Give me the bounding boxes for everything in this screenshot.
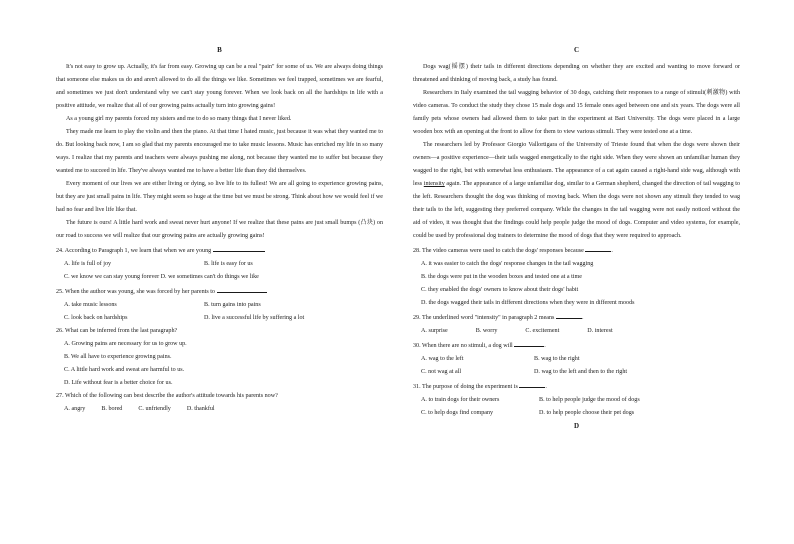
option: A. take music lessons	[64, 302, 117, 308]
option: D. the dogs wagged their tails in different directions when they were in different moods	[421, 300, 635, 306]
answer-blank	[519, 379, 545, 388]
section-d-title: D	[573, 422, 580, 430]
answer-blank	[217, 284, 267, 293]
option: C. excitement	[525, 328, 560, 334]
option: A. it was easier to catch the dogs' response changes in the tail wagging	[421, 261, 594, 267]
question-29-options	[421, 325, 740, 338]
section-c	[413, 44, 740, 435]
option: B. to help people judge the mood of dogs	[539, 397, 640, 403]
question-29: 29. The underlined word "intensity" in paragraph 2 means .	[413, 310, 740, 325]
option: B. turn gains into pains	[204, 302, 261, 308]
underlined-word-intensity: intensity	[423, 181, 445, 187]
section-c-title: C	[573, 46, 580, 54]
option: A. Growing pains are necessary for us to grow up.	[64, 341, 187, 347]
option: A. to train dogs for their owners	[421, 397, 500, 403]
section-b	[56, 44, 383, 416]
passage-c-paragraph-2: Researchers in Italy examined the tail wagging behavior of 30 dogs, catching their responses to a range of stimuli(刺激物) with video cameras. To conduct the study they chose 15 male dogs and 15 female ones aged between one and six years. The dogs were all family pets whose owners had allowed them to take part in the experiment at Bari University. The dogs were placed in a large wooden box with an opening at the front to allow for them to view various stimuli. They were tested one at a time.	[413, 90, 740, 135]
section-b-title: B	[217, 46, 222, 54]
answer-blank	[585, 243, 611, 252]
question-24-stem: 24. According to Paragraph 1, we learn that when we are young	[56, 248, 212, 254]
option: B. wag to the right	[534, 356, 580, 362]
option: B. life is easy for us	[204, 261, 253, 267]
option: C. A little hard work and sweat are harmful to us.	[64, 367, 185, 373]
question-28-stem: 28. The video cameras were used to catch the dogs' responses because	[413, 248, 584, 254]
option: B. bored	[101, 406, 123, 412]
option: B. the dogs were put in the wooden boxes and tested one at a time	[421, 274, 582, 280]
option: C. they enabled the dogs' owners to know about their dogs' habit	[421, 287, 579, 293]
option: C. not wag at all	[421, 369, 462, 375]
answer-blank	[556, 310, 582, 319]
question-26-stem: 26. What can be inferred from the last paragraph?	[56, 328, 178, 334]
question-30: 30. When there are no stimuli, a dog will .	[413, 338, 740, 353]
question-28: 28. The video cameras were used to catch the dogs' responses because .	[413, 243, 740, 258]
question-31: 31. The purpose of doing the experiment is .	[413, 379, 740, 394]
answer-blank	[514, 338, 544, 347]
question-27	[56, 390, 383, 403]
question-25-options-row-1	[64, 299, 383, 312]
option: B. We all have to experience growing pains.	[64, 354, 172, 360]
question-31-stem: 31. The purpose of doing the experiment is	[413, 384, 518, 390]
option: D. we sometimes can't do things we like	[160, 274, 259, 280]
question-24	[56, 243, 383, 258]
option: C. look back on hardships	[64, 315, 128, 321]
option: D. thankful	[186, 406, 215, 412]
question-30-options-row-2	[421, 366, 740, 379]
paragraph-3-text-after: again. The appearance of a large unfamiliar dog, similar to a German shepherd, changed the direction of tail wagging to the left. Researchers thought the dog was thinking of moving back. When the dogs were not shown any stimuli they tended to wag their tails to the left, suggesting they preferred company. While the changes in the tail wagging were not easily noticed without the aid of video, it was thought that the findings could help people judge the mood of dogs. Computer and video systems, for example, could be used by professional dog trainers to determine the mood of dogs that they were required to approach.	[413, 181, 740, 239]
passage-b-paragraph-3: They made me learn to play the violin and then the piano. At that time I hated music, just because it was what they wanted me to do. But looking back now, I am so glad that my parents encouraged me to take music lessons. Music has enriched my life in so many ways. I realize that my parents and teachers were always pushing me along, not because they wanted me to suffer but because they wanted me to succeed in life. They've always wanted me to have a better life than they did themselves.	[56, 129, 383, 174]
option: D. to help people choose their pet dogs	[539, 410, 635, 416]
passage-c-paragraph-1: Dogs wag(摇摆) their tails in different directions depending on whether they are excited and wanting to move forward or threatened and thinking of moving back, a study has found.	[413, 64, 740, 83]
answer-blank	[213, 243, 265, 252]
question-24-options-row-2	[64, 271, 383, 284]
question-31-options-row-2	[421, 407, 740, 420]
question-26	[56, 325, 383, 338]
question-29-stem: 29. The underlined word "intensity" in paragraph 2 means	[413, 315, 555, 321]
question-25	[56, 284, 383, 299]
option: A. angry	[64, 406, 86, 412]
question-30-stem: 30. When there are no stimuli, a dog will	[413, 343, 513, 349]
passage-b-paragraph-2: As a young girl my parents forced my sisters and me to do so many things that I never liked.	[66, 116, 292, 122]
question-30-options-row-1	[421, 353, 740, 366]
question-27-options	[64, 403, 383, 416]
question-24-options-row-1	[64, 258, 383, 271]
passage-b-paragraph-5: The future is ours! A little hard work and sweat never hurt anyone! If we realize that these pains are just small bumps (凸块) on our road to success we will realize that our growing pains are actually growing gains!	[56, 220, 383, 239]
option: C. to help dogs find company	[421, 410, 494, 416]
passage-b-paragraph-1: It's not easy to grow up. Actually, it's far from easy. Growing up can be a real "pain" for some of us. We are always doing things that someone else makes us do and aren't allowed to do all the things we like. Sometimes we feel trapped, sometimes we are fearful, and sometimes we just don't understand why we can't stay young forever. When we look back on all the hardships in life with a positive attitude, we realize that all of our growing pains actually turn into growing gains!	[56, 64, 383, 109]
option: C. unfriendly	[138, 406, 171, 412]
option: D. interest	[587, 328, 613, 334]
option: B. worry	[475, 328, 498, 334]
option: A. wag to the left	[421, 356, 464, 362]
option: D. Life without fear is a better choice for us.	[64, 380, 173, 386]
passage-c-paragraph-3	[413, 139, 740, 243]
question-25-options-row-2	[64, 312, 383, 325]
option: A. surprise	[421, 328, 448, 334]
question-25-stem: 25. When the author was young, she was forced by her parents to	[56, 289, 215, 295]
question-31-options-row-1	[421, 394, 740, 407]
option: A. life is full of joy	[64, 261, 112, 267]
passage-b-paragraph-4: Every moment of our lives we are either living or dying, so live life to its fullest! We are all going to experience growing pains, but they are just small pains in life. They might seem so huge at the time but we must be strong. Think about how we would feel if we had no fear and live life like that.	[56, 181, 383, 213]
option: C. we know we can stay young forever	[64, 274, 160, 280]
option: D. live a successful life by suffering a lot	[204, 315, 305, 321]
option: D. wag to the left and then to the right	[534, 369, 628, 375]
question-27-stem: 27. Which of the following can best describe the author's attitude towards his parents now?	[56, 393, 278, 399]
paragraph-3-text-before: The researchers led by Professor Giorgio Vallortigara of the University of Trieste found that when the dogs were shown their owners—a positive experience—their tails wagged energetically to the right side. When they were shown an unfamiliar human they wagged to the right, but with somewhat less enthusiasm. The appearance of a cat again caused a right-hand side wag, although with less	[413, 142, 740, 187]
